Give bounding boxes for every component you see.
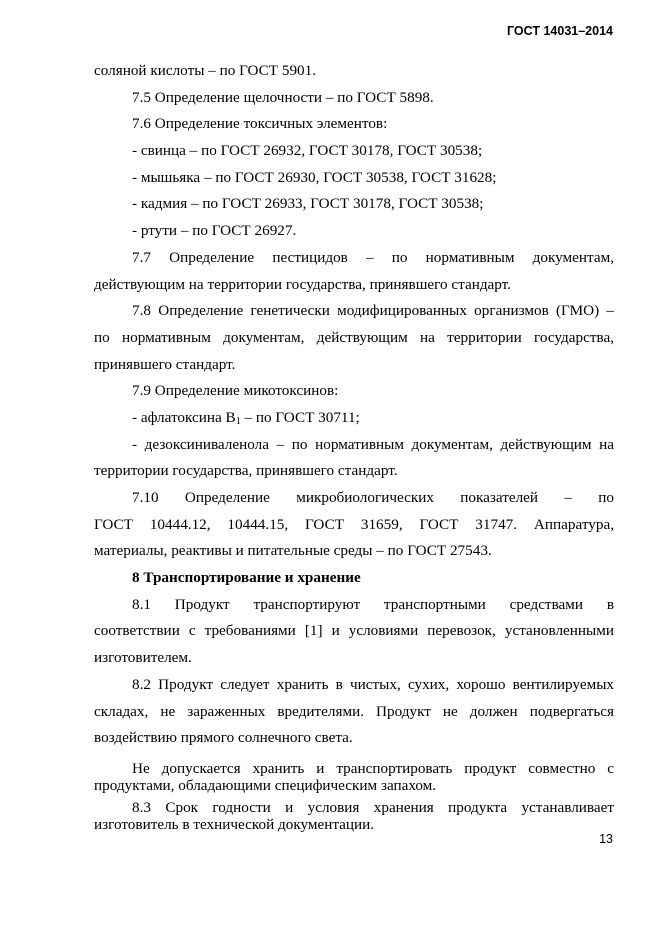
text-line: - ртути – по ГОСТ 26927. [132,222,297,240]
section-heading: 8 Транспортирование и хранение [132,569,361,587]
text-line: 8.3 Срок годности и условия хранения продукта устанавливает [132,798,614,816]
text-line: 7.5 Определение щелочности – по ГОСТ 5898. [132,88,434,106]
text-line: 7.9 Определение микотоксинов: [132,382,339,400]
subscript: 1 [235,415,241,427]
text-line: соляной кислоты – по ГОСТ 5901. [94,62,317,79]
page-number: 13 [599,832,613,846]
text-line: 7.10 Определение микробиологических показателей – по [132,489,614,506]
text-line: - мышьяка – по ГОСТ 26930, ГОСТ 30538, ГОСТ 31628; [132,168,497,186]
text-fragment: – по ГОСТ 30711; [240,408,360,426]
text-line: продуктами, обладающими специфическим запахом. [94,777,437,795]
text-line: ГОСТ 10444.12, 10444.15, ГОСТ 31659, ГОСТ 31747. Аппаратура, [94,515,614,533]
text-line: 8.2 Продукт следует хранить в чистых, сухих, хорошо вентилируемых [132,675,614,693]
text-line: материалы, реактивы и питательные среды – по ГОСТ 27543. [94,542,492,560]
text-line: 8.1 Продукт транспортируют транспортными средствами в [132,595,614,613]
text-line: территории государства, принявшего стандарт. [94,462,398,480]
document-code-header: ГОСТ 14031–2014 [507,24,613,38]
text-line: соответствии с требованиями [1] и условиями перевозок, установленными [94,622,614,640]
text-line: изготовитель в технической документации. [94,816,375,834]
document-body [94,58,614,834]
text-line: воздействию прямого солнечного света. [94,729,353,747]
text-line: складах, не зараженных вредителями. Продукт не должен подвергаться [94,702,614,720]
text-line: 7.8 Определение генетически модифицированных организмов (ГМО) – [132,302,614,320]
text-line: - свинца – по ГОСТ 26932, ГОСТ 30178, ГОСТ 30538; [132,142,483,160]
text-line: по нормативным документам, действующим на территории государства, [94,328,614,346]
text-line: - дезоксиниваленола – по нормативным документам, действующим на [132,435,614,453]
text-line: изготовителем. [94,649,192,667]
text-line: 7.6 Определение токсичных элементов: [132,115,388,133]
text-line: 7.7 Определение пестицидов – по нормативным документам, [132,248,614,266]
text-fragment: - афлатоксина В [132,408,236,426]
text-line: действующим на территории государства, принявшего стандарт. [94,275,511,293]
text-line: - кадмия – по ГОСТ 26933, ГОСТ 30178, ГОСТ 30538; [132,195,484,213]
text-line: Не допускается хранить и транспортировать продукт совместно с [132,759,614,777]
text-line: принявшего стандарт. [94,355,236,373]
text-line [94,405,614,432]
